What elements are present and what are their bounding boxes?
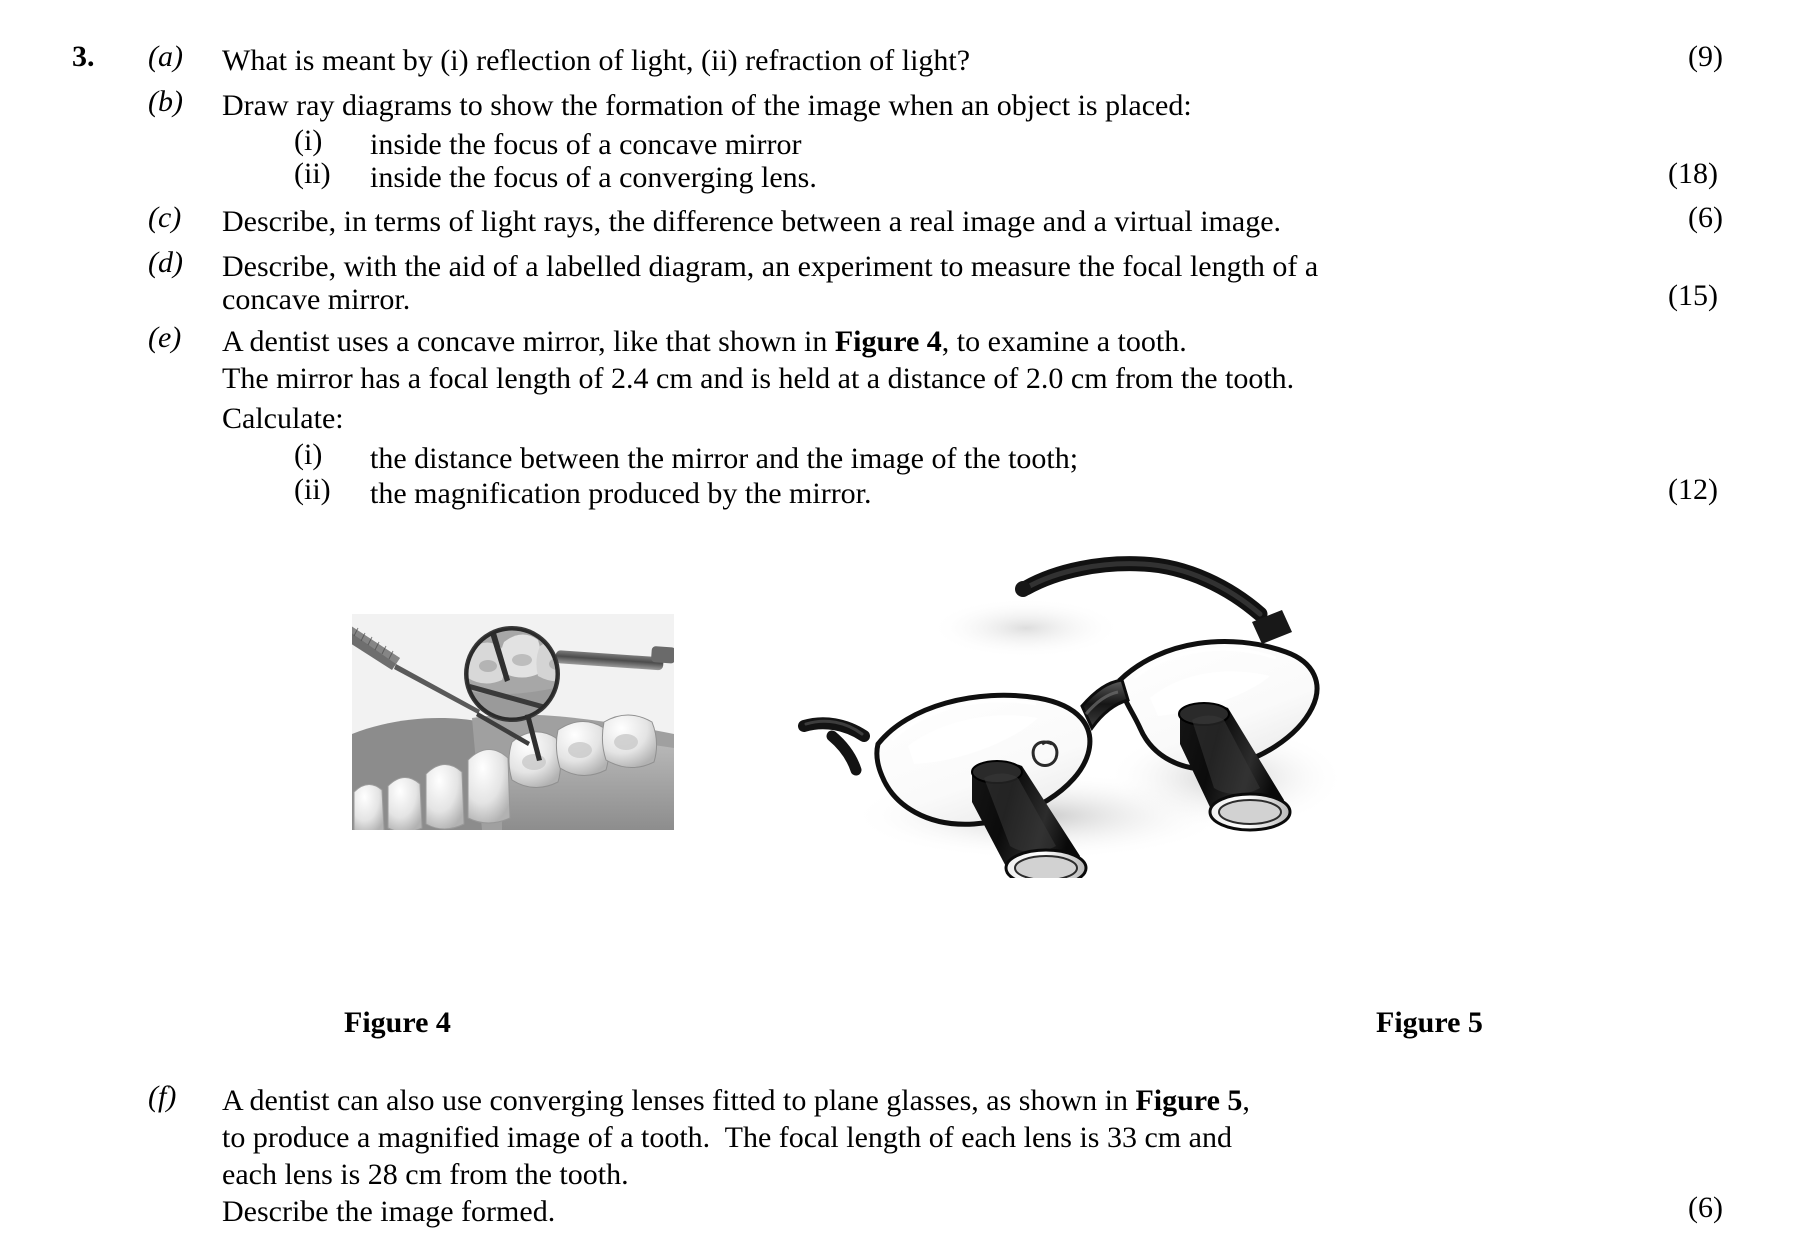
figure-5-caption: Figure 5 <box>1376 1006 1483 1039</box>
part-e-text-line1 <box>222 323 1187 360</box>
figure-5-image <box>790 548 1350 878</box>
part-label-a: (a) <box>148 40 183 73</box>
figure-5-reference: Figure 5 <box>1135 1084 1243 1117</box>
part-f-text-line2: to produce a magnified image of a tooth. The focal length of each lens is 33 cm and <box>222 1121 1232 1154</box>
part-e-item-ii-label: (ii) <box>294 473 331 506</box>
figure-4-image <box>352 614 674 830</box>
part-b-item-ii-label: (ii) <box>294 157 331 190</box>
part-e-text-line2: The mirror has a focal length of 2.4 cm and is held at a distance of 2.0 cm from the tooth. <box>222 362 1295 395</box>
part-e-line1-pre: A dentist uses a concave mirror, like that shown in <box>222 325 835 358</box>
part-d-text-line2: concave mirror. <box>222 283 411 316</box>
part-f-marks: (6) <box>1688 1191 1723 1224</box>
figure-4-caption: Figure 4 <box>344 1006 451 1039</box>
part-c-text: Describe, in terms of light rays, the difference between a real image and a virtual image. <box>222 205 1282 238</box>
part-e-item-i-text: the distance between the mirror and the image of the tooth; <box>370 442 1079 475</box>
part-e-marks: (12) <box>1668 473 1718 506</box>
part-b-item-ii-text: inside the focus of a converging lens. <box>370 161 817 194</box>
part-f-text-line4: Describe the image formed. <box>222 1195 556 1228</box>
question-number: 3. <box>72 40 95 73</box>
part-label-e: (e) <box>148 321 182 354</box>
part-f-line1-post: , <box>1242 1084 1250 1117</box>
part-b-item-i-text: inside the focus of a concave mirror <box>370 128 802 161</box>
part-d-text-line1: Describe, with the aid of a labelled diagram, an experiment to measure the focal length of a <box>222 250 1319 283</box>
part-f-line1-pre: A dentist can also use converging lenses fitted to plane glasses, as shown in <box>222 1084 1136 1117</box>
part-a-text: What is meant by (i) reflection of light, (ii) refraction of light? <box>222 44 971 77</box>
part-f-text-line3: each lens is 28 cm from the tooth. <box>222 1158 629 1191</box>
part-e-calculate-label: Calculate: <box>222 402 344 435</box>
part-f-text-line1 <box>222 1082 1250 1119</box>
part-b-marks: (18) <box>1668 157 1718 190</box>
part-label-b: (b) <box>148 85 183 118</box>
part-b-item-i-label: (i) <box>294 124 323 157</box>
part-e-line1-post: , to examine a tooth. <box>941 325 1187 358</box>
part-e-item-ii-text: the magnification produced by the mirror. <box>370 477 872 510</box>
part-e-item-i-label: (i) <box>294 438 323 471</box>
part-label-c: (c) <box>148 201 182 234</box>
figure-4-reference: Figure 4 <box>834 325 942 358</box>
part-a-marks: (9) <box>1688 40 1723 73</box>
part-label-d: (d) <box>148 246 183 279</box>
part-label-f: (f) <box>148 1080 177 1113</box>
part-c-marks: (6) <box>1688 201 1723 234</box>
part-b-text: Draw ray diagrams to show the formation of the image when an object is placed: <box>222 89 1192 122</box>
part-d-marks: (15) <box>1668 279 1718 312</box>
